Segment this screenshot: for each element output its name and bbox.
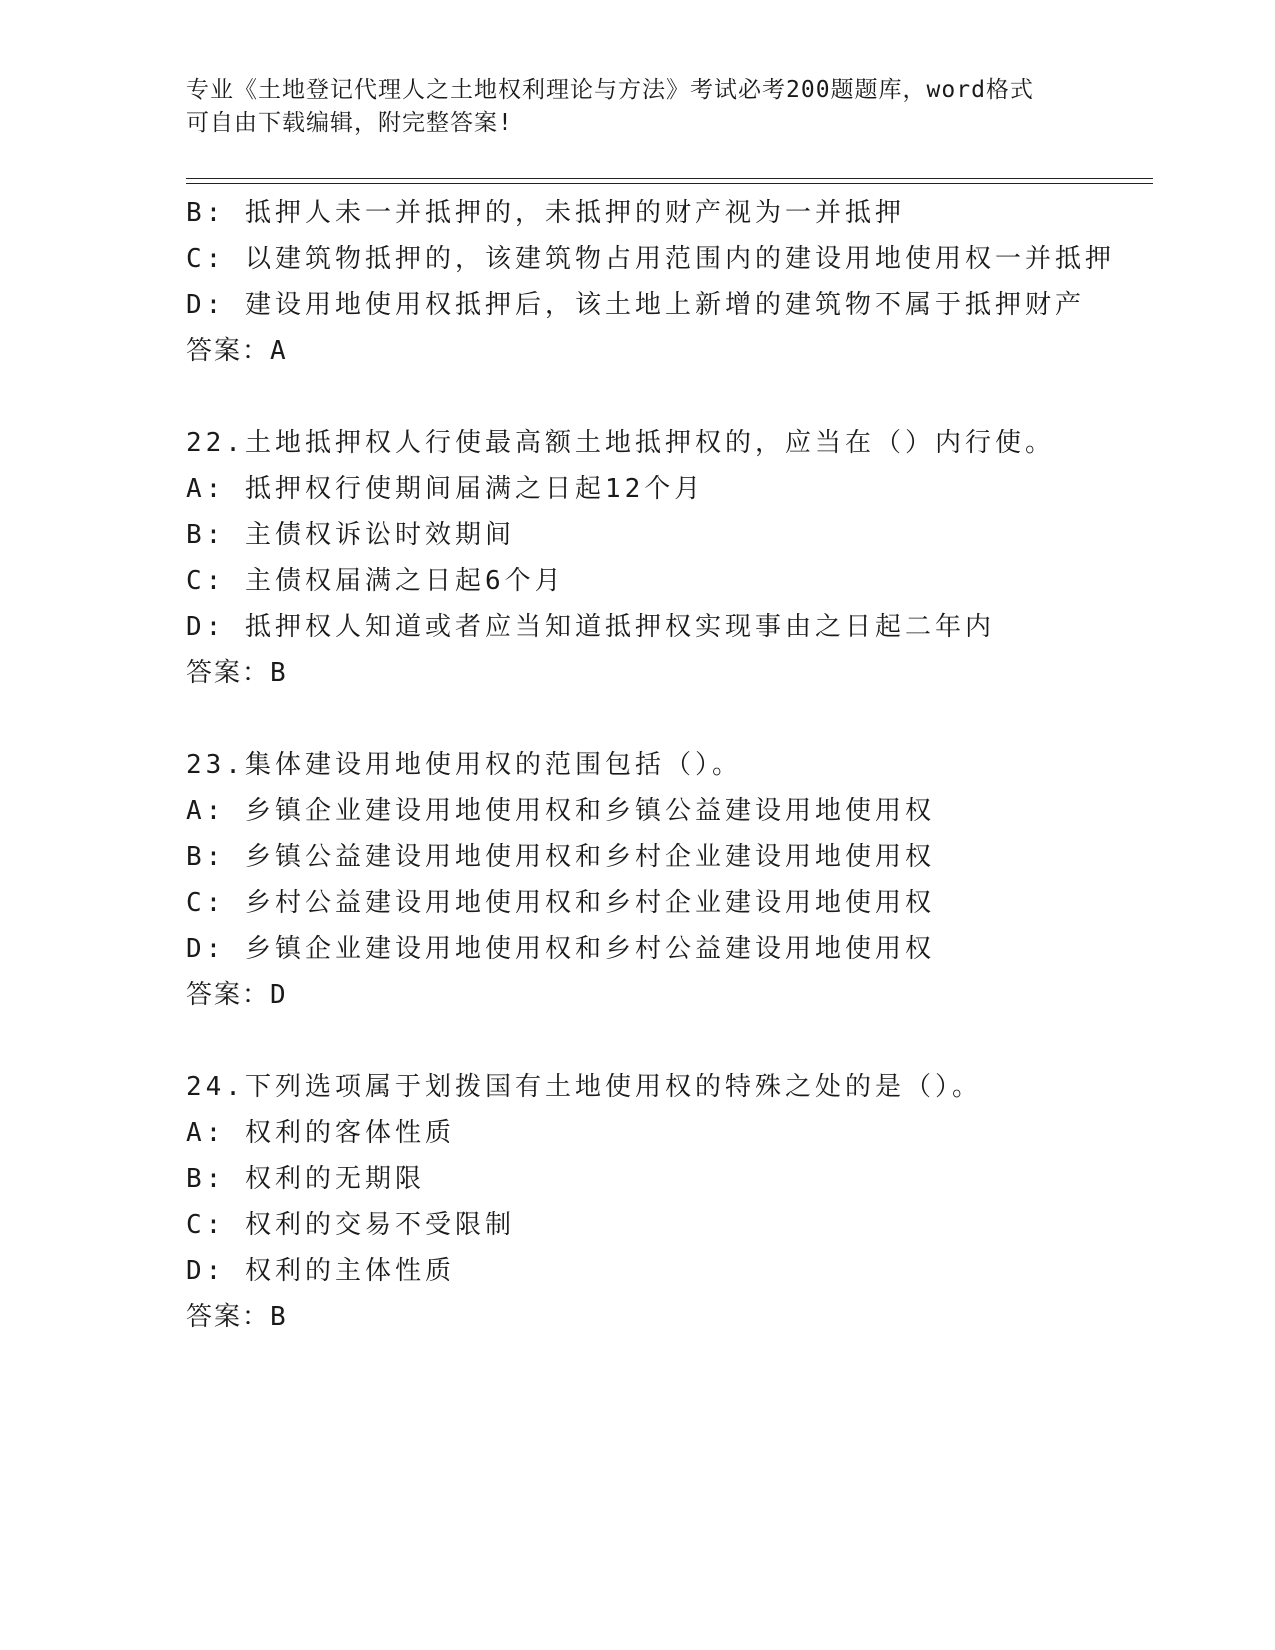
header-rule-bottom bbox=[186, 183, 1153, 184]
option-d: D: 权利的主体性质 bbox=[186, 1256, 455, 1286]
spacer bbox=[186, 1018, 1146, 1064]
option-b: B: 乡镇公益建设用地使用权和乡村企业建设用地使用权 bbox=[186, 842, 935, 872]
option-d: D: 乡镇企业建设用地使用权和乡村公益建设用地使用权 bbox=[186, 934, 935, 964]
answer: 答案：B bbox=[186, 1302, 288, 1332]
option-b: B: 权利的无期限 bbox=[186, 1164, 425, 1194]
option-b: B: 抵押人未一并抵押的，未抵押的财产视为一并抵押 bbox=[186, 198, 905, 228]
option-c: C: 权利的交易不受限制 bbox=[186, 1210, 515, 1240]
spacer bbox=[186, 374, 1146, 420]
answer: 答案：D bbox=[186, 980, 288, 1010]
option-a: A: 乡镇企业建设用地使用权和乡镇公益建设用地使用权 bbox=[186, 796, 935, 826]
question-list bbox=[186, 190, 1146, 1340]
document-header bbox=[186, 74, 1086, 140]
question-stem: 22.土地抵押权人行使最高额土地抵押权的，应当在（）内行使。 bbox=[186, 428, 1055, 458]
question-stem: 24.下列选项属于划拨国有土地使用权的特殊之处的是（）。 bbox=[186, 1072, 982, 1102]
answer: 答案：A bbox=[186, 336, 288, 366]
header-line-2: 可自由下载编辑，附完整答案! bbox=[186, 110, 513, 136]
option-a: A: 抵押权行使期间届满之日起12个月 bbox=[186, 474, 705, 504]
option-b: B: 主债权诉讼时效期间 bbox=[186, 520, 515, 550]
header-line-1: 专业《土地登记代理人之土地权利理论与方法》考试必考200题题库，word格式 bbox=[186, 77, 1034, 103]
spacer bbox=[186, 696, 1146, 742]
option-c: C: 乡村公益建设用地使用权和乡村企业建设用地使用权 bbox=[186, 888, 935, 918]
question-24 bbox=[186, 1064, 1146, 1340]
option-c: C: 主债权届满之日起6个月 bbox=[186, 566, 565, 596]
question-21-continued bbox=[186, 190, 1146, 374]
question-stem: 23.集体建设用地使用权的范围包括（）。 bbox=[186, 750, 742, 780]
question-23 bbox=[186, 742, 1146, 1018]
answer: 答案：B bbox=[186, 658, 288, 688]
question-22 bbox=[186, 420, 1146, 696]
header-rule-top bbox=[186, 178, 1153, 179]
option-c: C: 以建筑物抵押的，该建筑物占用范围内的建设用地使用权一并抵押 bbox=[186, 244, 1115, 274]
option-d: D: 建设用地使用权抵押后，该土地上新增的建筑物不属于抵押财产 bbox=[186, 290, 1085, 320]
option-d: D: 抵押权人知道或者应当知道抵押权实现事由之日起二年内 bbox=[186, 612, 995, 642]
option-a: A: 权利的客体性质 bbox=[186, 1118, 455, 1148]
